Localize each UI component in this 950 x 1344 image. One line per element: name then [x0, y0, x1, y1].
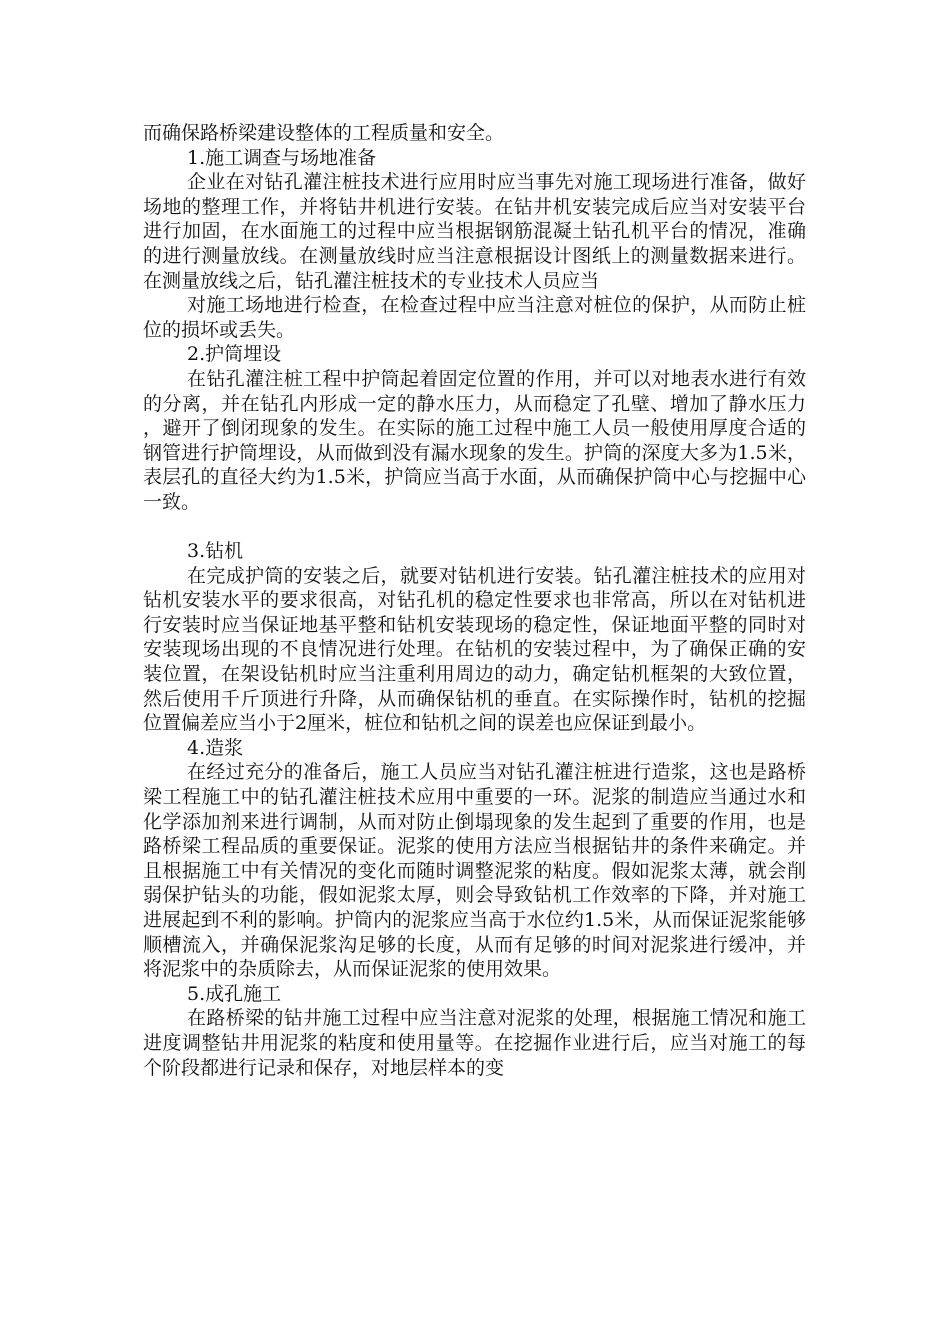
- section-3-paragraph-1: 在完成护筒的安装之后，就要对钻机进行安装。钻孔灌注桩技术的应用对钻机安装水平的要求很高，对钻孔机的稳定性要求也非常高，所以在对钻机进行安装时应当保证地基平整和钻机安装现场的稳定性，保证地面平整的同时对安装现场出现的不良情况进行处理。在钻机的安装过程中，为了确保正确的安装位置，在架设钻机时应当注重利用周边的动力，确定钻机框架的大致位置，然后使用千斤顶进行升降，从而确保钻机的垂直。在实际操作时，钻机的挖掘位置偏差应当小于2厘米，桩位和钻机之间的误差也应保证到最小。: [143, 564, 806, 735]
- section-4-paragraph-1: 在经过充分的准备后，施工人员应当对钻孔灌注桩进行造浆，这也是路桥梁工程施工中的钻孔灌注桩技术应用中重要的一环。泥浆的制造应当通过水和化学添加剂来进行调制，从而对防止倒塌现象的发生起到了重要的作用，也是路桥梁工程品质的重要保证。泥浆的使用方法应当根据钻井的条件来确定。并且根据施工中有关情况的变化而随时调整泥浆的粘度。假如泥浆太薄，就会削弱保护钻头的功能，假如泥浆太厚，则会导致钻机工作效率的下降，并对施工进展起到不利的影响。护筒内的泥浆应当高于水位约1.5米，从而保证泥浆能够顺槽流入，并确保泥浆沟足够的长度，从而有足够的时间对泥浆进行缓冲，并将泥浆中的杂质除去，从而保证泥浆的使用效果。: [143, 761, 806, 981]
- section-1-paragraph-1: 企业在对钻孔灌注桩技术进行应用时应当事先对施工现场进行准备，做好场地的整理工作，并将钻井机进行安装。在钻井机安装完成后应当对安装平台进行加固，在水面施工的过程中应当根据钢筋混凝土钻孔机平台的情况，准确的进行测量放线。在测量放线时应当注意根据设计图纸上的测量数据来进行。在测量放线之后，钻孔灌注桩技术的专业技术人员应当: [143, 171, 806, 292]
- section-2-heading: 2.护筒埋设: [187, 343, 282, 366]
- document-page: [143, 121, 806, 1080]
- section-3-heading: 3.钻机: [187, 540, 244, 563]
- intro-tail-paragraph: 而确保路桥梁建设整体的工程质量和安全。: [143, 122, 505, 144]
- section-5-paragraph-1: 在路桥梁的钻井施工过程中应当注意对泥浆的处理，根据施工情况和施工进度调整钻井用泥浆的粘度和使用量等。在挖掘作业进行后，应当对施工的每个阶段都进行记录和保存，对地层样本的变: [143, 1007, 806, 1079]
- section-1-paragraph-2: 对施工场地进行检查，在检查过程中应当注意对桩位的保护，从而防止桩位的损坏或丢失。: [143, 294, 806, 341]
- section-1-heading: 1.施工调查与场地准备: [187, 146, 377, 169]
- section-4-heading: 4.造浆: [187, 736, 244, 759]
- blank-line: [143, 515, 806, 540]
- section-5-heading: 5.成孔施工: [187, 982, 282, 1005]
- section-2-paragraph-1: 在钻孔灌注桩工程中护筒起着固定位置的作用，并可以对地表水进行有效的分离，并在钻孔内形成一定的静水压力，从而稳定了孔壁、增加了静水压力，避开了倒闭现象的发生。在实际的施工过程中施工人员一般使用厚度合适的钢管进行护筒埋设，从而做到没有漏水现象的发生。护筒的深度大多为1.5米，表层孔的直径大约为1.5米，护筒应当高于水面，从而确保护筒中心与挖掘中心一致。: [143, 367, 806, 513]
